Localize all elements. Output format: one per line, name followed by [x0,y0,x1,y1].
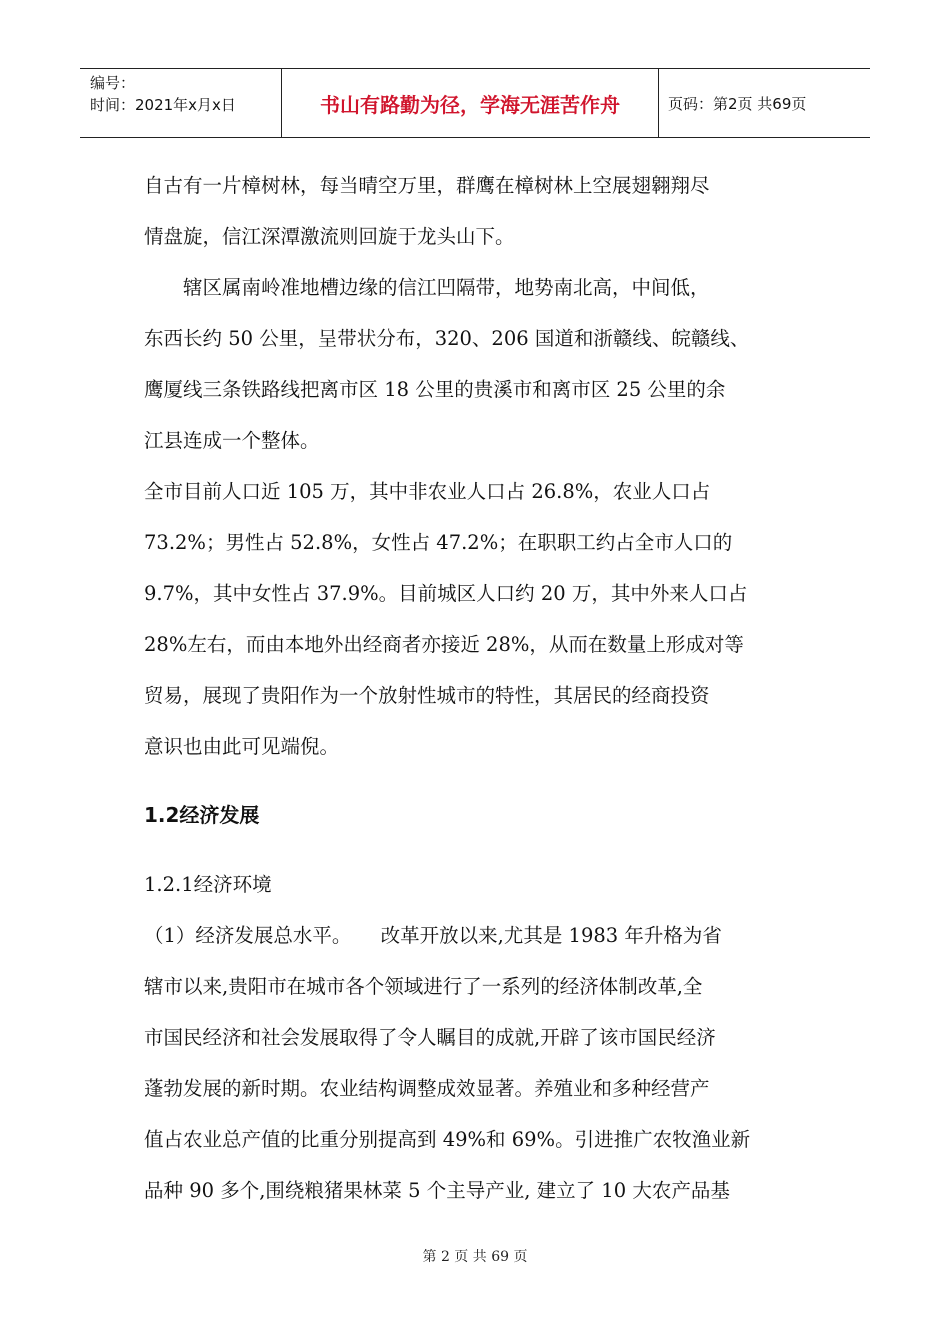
paragraph-3 [144,466,814,772]
subsection-heading: 1.2.1经济环境 [144,873,272,896]
header-divider [281,69,282,137]
paragraph-1 [144,160,814,262]
text-line: 蓬勃发展的新时期。农业结构调整成效显著。养殖业和多种经营产 [144,1077,710,1100]
text-line: 9.7%，其中女性占 37.9%。目前城区人口约 20 万，其中外来人口占 [144,582,748,605]
text-line: 值占农业总产值的比重分别提高到 49%和 69%。引进推广农牧渔业新 [144,1128,751,1151]
text-line: 贸易，展现了贵阳作为一个放射性城市的特性，其居民的经商投资 [144,684,710,707]
document-number-label: 编号： [90,74,136,92]
page-header [80,68,870,138]
text-line: 73.2%；男性占 52.8%，女性占 47.2%；在职职工约占全市人口的 [144,531,733,554]
text-line: 鹰厦线三条铁路线把离市区 18 公里的贵溪市和离市区 25 公里的余 [144,378,726,401]
text-line: （1）经济发展总水平。 改革开放以来,尤其是 1983 年升格为省 [144,924,722,947]
text-line: 意识也由此可见端倪。 [144,735,340,758]
text-line: 自古有一片樟树林，每当晴空万里，群鹰在樟树林上空展翅翱翔尽 [144,174,710,197]
document-time-label: 时间：2021年x月x日 [90,96,236,114]
paragraph-4 [144,910,814,1216]
text-line: 江县连成一个整体。 [144,429,320,452]
text-line: 辖市以来,贵阳市在城市各个领域进行了一系列的经济体制改革,全 [144,975,703,998]
text-line: 全市目前人口近 105 万，其中非农业人口占 26.8%，农业人口占 [144,480,711,503]
document-body [144,160,814,1216]
text-line: 28%左右，而由本地外出经商者亦接近 28%，从而在数量上形成对等 [144,633,744,656]
page-footer: 第 2 页 共 69 页 [422,1249,528,1265]
header-meta [80,69,280,140]
header-divider [658,69,659,137]
text-line: 情盘旋，信江深潭激流则回旋于龙头山下。 [144,225,515,248]
header-motto: 书山有路勤为径，学海无涯苦作舟 [320,92,620,117]
header-page-info: 页码：第2页 共69页 [668,94,807,113]
text-line: 东西长约 50 公里，呈带状分布，320、206 国道和浙赣线、皖赣线、 [144,327,750,350]
text-line: 品种 90 多个,围绕粮猪果林菜 5 个主导产业, 建立了 10 大农产品基 [144,1179,730,1202]
section-heading: 1.2经济发展 [144,803,260,827]
text-line: 市国民经济和社会发展取得了令人瞩目的成就,开辟了该市国民经济 [144,1026,716,1049]
text-line: 辖区属南岭准地槽边缘的信江凹隔带，地势南北高，中间低， [144,276,710,299]
paragraph-2 [144,262,814,466]
